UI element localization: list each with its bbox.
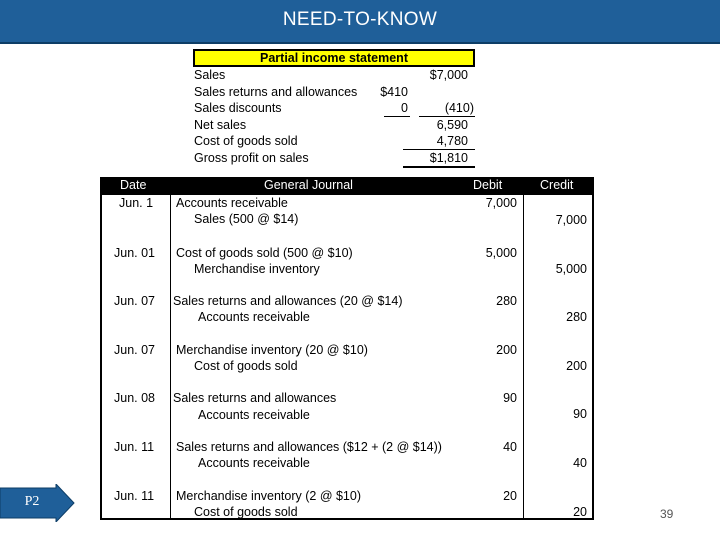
entry-debit: 40 [503,440,517,454]
is-label: Cost of goods sold [194,134,298,148]
is-value-total: (410) [444,101,474,115]
entry-credit-account: Cost of goods sold [194,505,298,519]
entry-date: Jun. 07 [114,294,156,308]
entry-debit-account: Sales returns and allowances (20 @ $14) [173,294,403,308]
entry-debit-account: Cost of goods sold (500 @ $10) [176,246,353,260]
is-value-total: 6,590 [436,118,468,132]
is-value-sub: $410 [380,85,408,99]
subtotal-underline [384,116,410,117]
is-label: Sales discounts [194,101,282,115]
entry-date: Jun. 08 [114,391,156,405]
entry-credit: 200 [566,359,587,373]
header-general-journal: General Journal [264,178,353,192]
is-value-sub: 0 [401,101,408,115]
is-value-total: $1,810 [429,151,468,165]
entry-debit-account: Sales returns and allowances ($12 + (2 @ $14)) [176,440,442,454]
entry-debit: 7,000 [485,196,517,210]
entry-credit-account: Accounts receivable [198,310,310,324]
entry-credit-account: Merchandise inventory [194,262,320,276]
is-label: Sales returns and allowances [194,85,358,99]
objective-tag [0,484,76,522]
entry-debit-account: Accounts receivable [176,196,288,210]
double-underline [403,166,475,168]
entry-credit-account: Cost of goods sold [194,359,298,373]
entry-credit-account: Accounts receivable [198,456,310,470]
entry-credit-account: Sales (500 @ $14) [194,212,299,226]
entry-credit: 40 [573,456,587,470]
entry-credit: 90 [573,407,587,421]
is-label: Gross profit on sales [194,151,309,165]
is-label: Net sales [194,118,247,132]
is-label: Sales [194,68,226,82]
income-statement-title: Partial income statement [193,49,475,67]
entry-date: Jun. 11 [114,489,155,503]
title-bar [0,0,720,44]
header-debit: Debit [473,178,503,192]
page-title: NEED-TO-KNOW [282,9,438,30]
entry-debit: 90 [503,391,517,405]
entry-credit: 7,000 [555,213,587,227]
is-value-total: $7,000 [429,68,468,82]
entry-debit: 5,000 [485,246,517,260]
entry-debit: 20 [503,489,517,503]
entry-credit: 5,000 [555,262,587,276]
entry-date: Jun. 11 [114,440,155,454]
entry-credit: 20 [573,505,587,519]
entry-debit-account: Sales returns and allowances [173,391,337,405]
entry-credit-account: Accounts receivable [198,408,310,422]
column-divider [523,195,524,520]
entry-date: Jun. 07 [114,343,156,357]
entry-credit: 280 [566,310,587,324]
column-divider [170,195,171,520]
objective-tag-label: P2 [24,494,40,509]
entry-debit: 200 [496,343,517,357]
entry-date: Jun. 01 [114,246,156,260]
header-date: Date [120,178,147,192]
is-value-total: 4,780 [436,134,468,148]
page-number: 39 [660,507,674,521]
subtotal-underline [419,116,475,117]
entry-debit-account: Merchandise inventory (20 @ $10) [176,343,368,357]
entry-debit-account: Merchandise inventory (2 @ $10) [176,489,361,503]
subtotal-underline [403,149,475,150]
header-credit: Credit [540,178,574,192]
entry-debit: 280 [496,294,517,308]
entry-date: Jun. 1 [119,196,154,210]
